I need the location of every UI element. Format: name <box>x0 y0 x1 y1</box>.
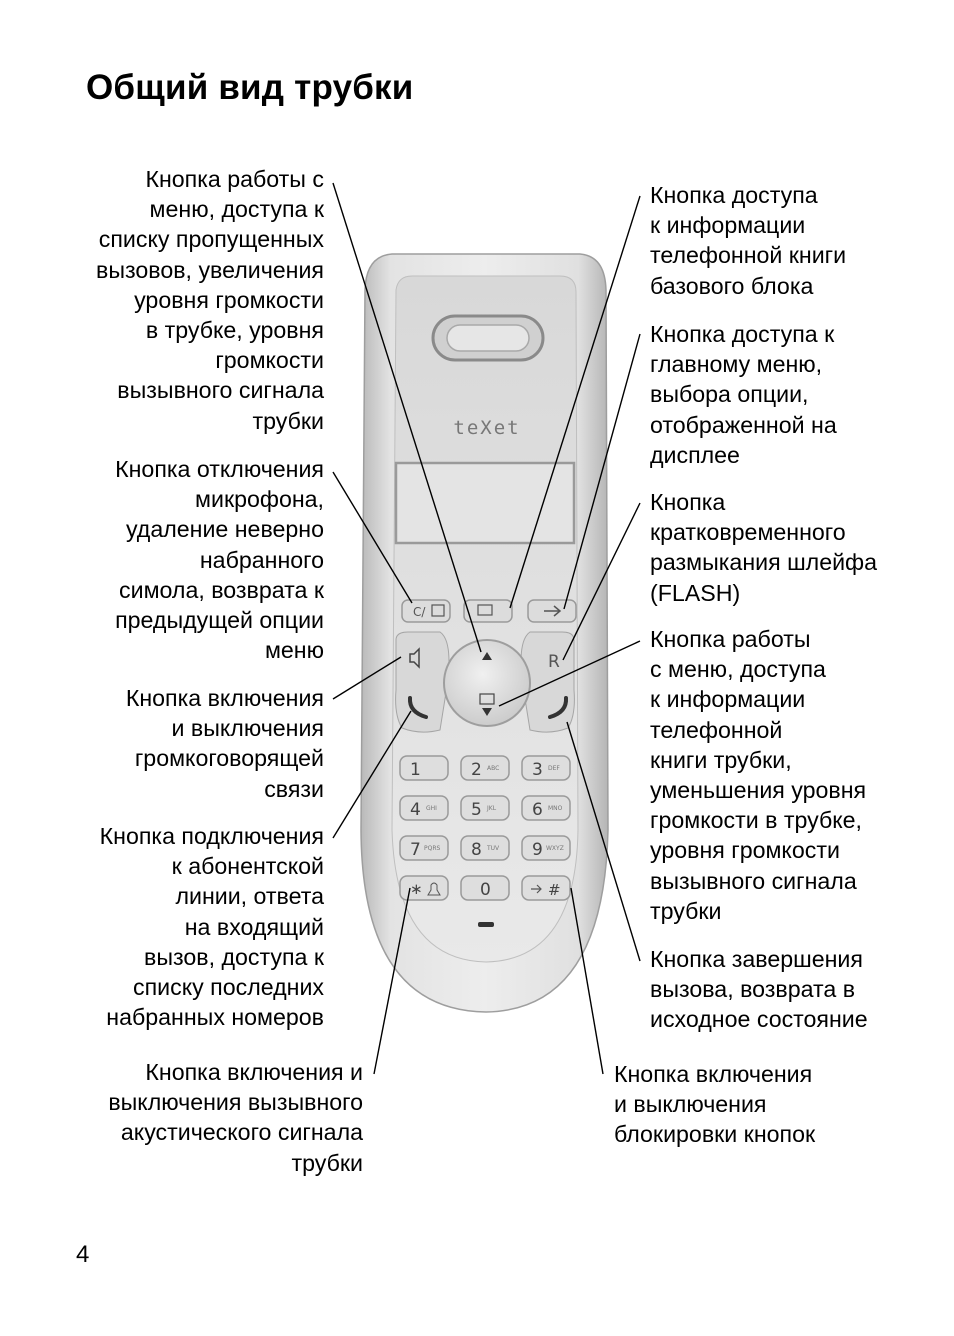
callout-line: меню, доступа к <box>149 196 324 223</box>
callout-line: Кнопка включения <box>125 685 324 711</box>
callout-line: меню <box>264 637 324 664</box>
svg-text:4: 4 <box>410 800 421 820</box>
key-6 <box>522 796 570 820</box>
callout-line: вызов, доступа к <box>144 943 324 970</box>
callout-line: книги трубки, <box>650 746 792 773</box>
callout-line: трубки <box>291 1149 363 1176</box>
callout-line: к абонентской <box>171 853 324 880</box>
key-8 <box>461 836 509 860</box>
svg-text:1: 1 <box>410 760 421 780</box>
callout-line: выбора опции, <box>650 381 809 408</box>
svg-text:8: 8 <box>471 840 482 860</box>
callout-line: уменьшения уровня <box>650 777 867 804</box>
callout-line: трубки <box>650 897 722 924</box>
key-3 <box>522 756 570 780</box>
callout-line: вызовов, увеличения <box>96 256 324 283</box>
callout-line: выключения вызывного <box>108 1089 363 1116</box>
key-1 <box>400 756 448 780</box>
callout-line: трубки <box>252 407 324 434</box>
callout-line: громкоговорящей <box>134 745 324 772</box>
callout-line: списку последних <box>133 974 324 1001</box>
display-screen <box>396 463 574 543</box>
callout-line: в трубке, уровня <box>145 317 324 344</box>
callout-line: микрофона, <box>195 486 324 513</box>
callout-line: уровня громкости <box>650 837 840 864</box>
page-number: 4 <box>76 1241 90 1268</box>
callout-line: уровня громкости <box>134 286 324 313</box>
svg-text:DEF: DEF <box>548 765 560 772</box>
brand-logo: teXet <box>453 417 521 439</box>
callout-line: вызывного сигнала <box>650 867 857 894</box>
callout-line: размыкания шлейфа <box>650 549 878 576</box>
svg-text:5: 5 <box>471 800 482 820</box>
flash-key-label: R <box>548 652 560 672</box>
svg-text:TUV: TUV <box>487 845 500 852</box>
callout-line: кратковременного <box>650 519 846 546</box>
callout-line: Кнопка доступа <box>650 182 818 208</box>
microphone-slot <box>478 922 494 927</box>
svg-text:JKL: JKL <box>487 805 497 812</box>
svg-text:7: 7 <box>410 840 421 860</box>
svg-text:MNO: MNO <box>548 805 563 812</box>
svg-text:WXYZ: WXYZ <box>546 845 564 852</box>
svg-text:PQRS: PQRS <box>424 845 441 852</box>
callout-line: и выключения <box>171 715 324 742</box>
mute-key <box>402 600 450 622</box>
key-star <box>400 876 448 900</box>
callout-line: исходное состояние <box>650 1006 868 1033</box>
callout-line: Кнопка включения и <box>145 1059 363 1085</box>
callout-line: и выключения <box>614 1091 767 1118</box>
callout-line: громкости <box>215 347 324 374</box>
callout-line: с меню, доступа <box>650 656 826 683</box>
callout-line: Кнопка доступа к <box>650 321 835 347</box>
callout-line: Кнопка работы <box>650 626 811 652</box>
callout-line: телефонной <box>650 716 783 743</box>
callout-line: линии, ответа <box>175 883 324 910</box>
callout-line: отображенной на <box>650 411 837 438</box>
callout-line: на входящий <box>184 913 324 940</box>
callout-line: акустического сигнала <box>120 1119 363 1146</box>
callout-line: блокировки кнопок <box>614 1121 816 1148</box>
mute-key-label: C/ <box>413 605 426 619</box>
callout-line: базового блока <box>650 272 814 299</box>
callout-line: предыдущей опции <box>115 607 324 634</box>
svg-text:GHI: GHI <box>426 805 437 812</box>
callout-line: вызова, возврата в <box>650 976 856 1003</box>
callout-line: списку пропущенных <box>98 226 324 253</box>
callout-line: вызывного сигнала <box>117 377 324 404</box>
callout-line: Кнопка подключения <box>99 823 324 849</box>
callout-line: Кнопка отключения <box>115 456 324 482</box>
key-5 <box>461 796 509 820</box>
callout-line: связи <box>264 775 324 802</box>
key-4 <box>400 796 448 820</box>
svg-text:3: 3 <box>532 760 543 780</box>
svg-text:ABC: ABC <box>487 765 500 772</box>
callout-line: набранных номеров <box>106 1004 324 1031</box>
callout-line: дисплее <box>650 441 740 468</box>
callout-line: телефонной книги <box>650 242 847 269</box>
svg-text:2: 2 <box>471 760 482 780</box>
callout-line: Кнопка включения <box>614 1061 813 1087</box>
callout-line: удаление неверно <box>125 516 324 543</box>
svg-text:#: # <box>548 881 561 899</box>
page-title: Общий вид трубки <box>86 68 414 107</box>
svg-text:0: 0 <box>480 880 491 900</box>
callout-line: Кнопка завершения <box>650 946 863 972</box>
callout-line: главному меню, <box>650 351 823 378</box>
key-hash <box>522 876 570 900</box>
svg-text:6: 6 <box>532 800 543 820</box>
callout-line: набранного <box>199 546 324 573</box>
callout-line: Кнопка <box>650 489 726 515</box>
svg-text:∗: ∗ <box>410 880 423 898</box>
svg-text:9: 9 <box>532 840 543 860</box>
callout-line: Кнопка работы с <box>145 166 324 192</box>
callout-line: громкости в трубке, <box>650 807 862 834</box>
callout-line: к информации <box>650 212 806 239</box>
callout-line: симола, возврата к <box>119 576 324 603</box>
callout-line: к информации <box>650 686 806 713</box>
key-2 <box>461 756 509 780</box>
callout-line: (FLASH) <box>650 579 741 606</box>
